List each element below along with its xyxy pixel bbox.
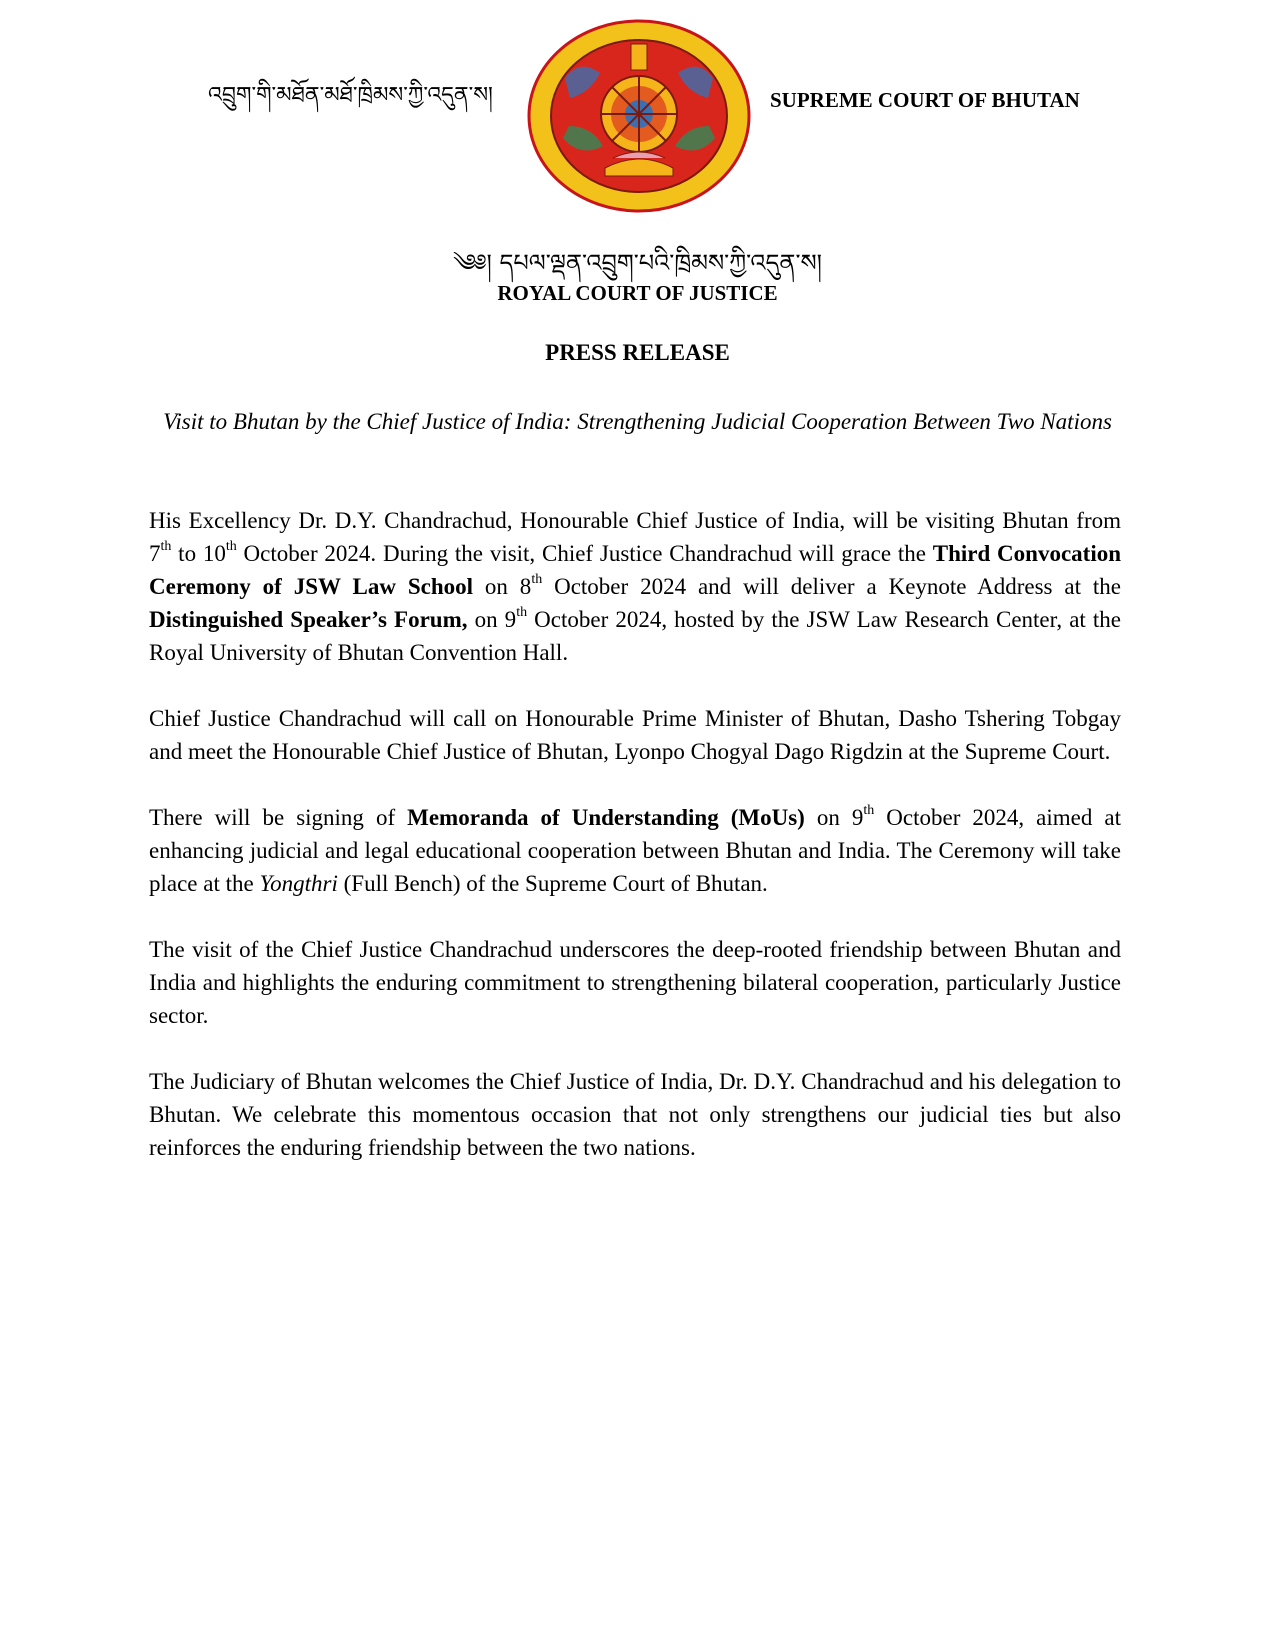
- supreme-court-dzongkha-name: འབྲུག་གི་མཐོན་མཐོ་ཁྲིམས་ཀྱི་འདུན་ས།: [208, 83, 493, 108]
- royal-court-of-justice-emblem-icon: [525, 18, 753, 214]
- body-paragraph-mous: There will be signing of Memoranda of Understanding (MoUs) on 9th October 2024, aimed at enhancing judicial and legal educational cooperation between Bhutan and India. The Ceremony will take place at the Yongthri (Full Bench) of the Supreme Court of Bhutan.: [149, 803, 1122, 896]
- press-release-subtitle: Visit to Bhutan by the Chief Justice of India: Strengthening Judicial Cooperation Between Two Nations: [163, 409, 1112, 434]
- royal-court-dzongkha-name: ༄༅། དཔལ་ལྡན་འབྲུག་པའི་ཁྲིམས་ཀྱི་འདུན་ས།: [452, 249, 823, 277]
- body-paragraph-welcome: The Judiciary of Bhutan welcomes the Chief Justice of India, Dr. D.Y. Chandrachud and his delegation to Bhutan. We celebrate this momentous occasion that not only strengthens our judicial ties but also reinforces the enduring friendship between the two nations.: [149, 1069, 1121, 1160]
- convocation-highlight: Third Convocation Ceremony of JSW Law School: [149, 541, 1122, 599]
- speakers-forum-highlight: Distinguished Speaker’s Forum,: [149, 607, 468, 632]
- mou-highlight: Memoranda of Understanding (MoUs): [407, 805, 805, 830]
- body-paragraph-friendship: The visit of the Chief Justice Chandrachud underscores the deep-rooted friendship between Bhutan and India and highlights the enduring commitment to strengthening bilateral cooperation, particularly Justice sector.: [149, 937, 1121, 1028]
- body-paragraph-visit: His Excellency Dr. D.Y. Chandrachud, Honourable Chief Justice of India, will be visiting Bhutan from 7th to 10th October 2024. During the visit, Chief Justice Chandrachud will grace the Third Convocation Ceremony of JSW Law School on 8th October 2024 and will deliver a Keynote Address at the Distinguished Speaker’s Forum, on 9th October 2024, hosted by the JSW Law Research Center, at the Royal University of Bhutan Convention Hall.: [149, 508, 1122, 665]
- supreme-court-english-name: SUPREME COURT OF BHUTAN: [770, 88, 1080, 112]
- body-paragraph-meetings: Chief Justice Chandrachud will call on Honourable Prime Minister of Bhutan, Dasho Tshering Tobgay and meet the Honourable Chief Justice of Bhutan, Lyonpo Chogyal Dago Rigdzin at the Supreme Court.: [149, 706, 1121, 764]
- press-release-heading: PRESS RELEASE: [545, 340, 730, 365]
- yongthri-term: Yongthri: [259, 871, 338, 896]
- royal-court-english-name: ROYAL COURT OF JUSTICE: [497, 281, 778, 305]
- press-release-body: [149, 504, 1121, 1197]
